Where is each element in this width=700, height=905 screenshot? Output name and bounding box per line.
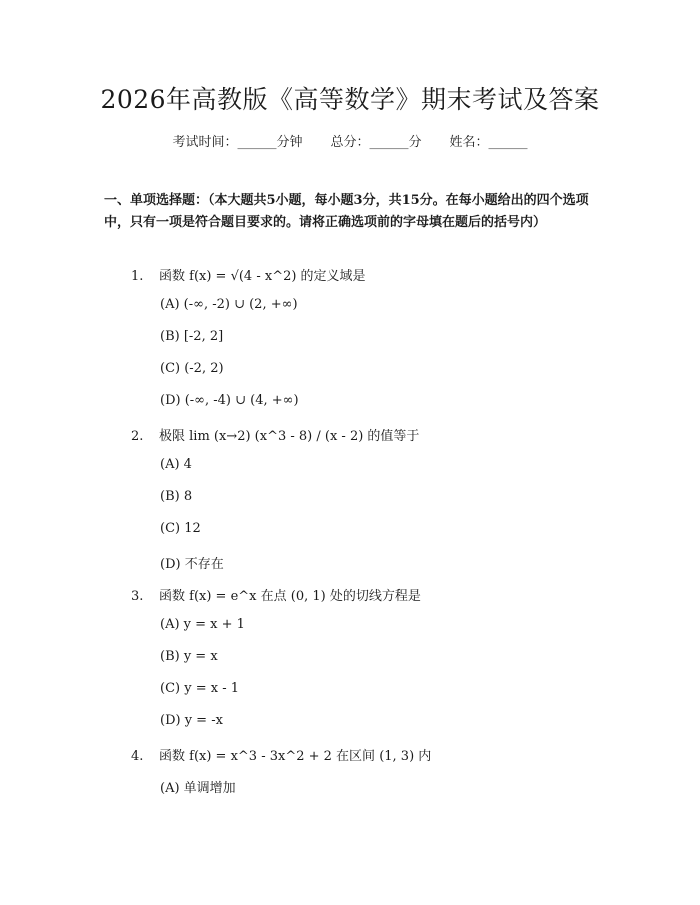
exam-time: 考试时间：______分钟 — [172, 135, 303, 150]
question-number: 3. — [131, 589, 144, 604]
option-4a: (A) 单调增加 — [160, 781, 236, 796]
option-1d: (D) (-∞, -4) ∪ (4, +∞) — [160, 393, 299, 408]
question-text: 极限 lim (x→2) (x^3 - 8) / (x - 2) 的值等于 — [159, 429, 420, 444]
option-1a: (A) (-∞, -2) ∪ (2, +∞) — [160, 297, 298, 312]
page-title: 2026年高教版《高等数学》期末考试及答案 — [100, 85, 600, 114]
option-2d: (D) 不存在 — [160, 557, 224, 572]
option-2c: (C) 12 — [160, 521, 201, 536]
option-3b: (B) y = x — [160, 649, 218, 664]
question-text: 函数 f(x) = x^3 - 3x^2 + 2 在区间 (1, 3) 内 — [159, 749, 432, 764]
option-3a: (A) y = x + 1 — [160, 617, 245, 632]
question-2 — [131, 425, 419, 444]
question-3 — [131, 585, 421, 604]
exam-meta — [0, 131, 700, 150]
option-1b: (B) [-2, 2] — [160, 329, 224, 344]
option-2a: (A) 4 — [160, 457, 192, 472]
question-number: 1. — [131, 269, 144, 284]
question-1 — [131, 265, 366, 284]
question-text: 函数 f(x) = √(4 - x^2) 的定义域是 — [159, 269, 366, 284]
question-4 — [131, 745, 431, 764]
question-number: 2. — [131, 429, 144, 444]
option-3d: (D) y = -x — [160, 713, 223, 728]
section-heading: 一、单项选择题：（本大题共5小题，每小题3分，共15分。在每小题给出的四个选项中，只有一项是符合题目要求的。请将正确选项前的字母填在题后的括号内） — [104, 193, 589, 230]
exam-score: 总分：______分 — [330, 135, 422, 150]
option-3c: (C) y = x - 1 — [160, 681, 239, 696]
option-1c: (C) (-2, 2) — [160, 361, 224, 376]
option-2b: (B) 8 — [160, 489, 193, 504]
question-number: 4. — [131, 749, 144, 764]
question-text: 函数 f(x) = e^x 在点 (0, 1) 处的切线方程是 — [159, 589, 421, 604]
exam-name: 姓名：______ — [449, 135, 528, 150]
